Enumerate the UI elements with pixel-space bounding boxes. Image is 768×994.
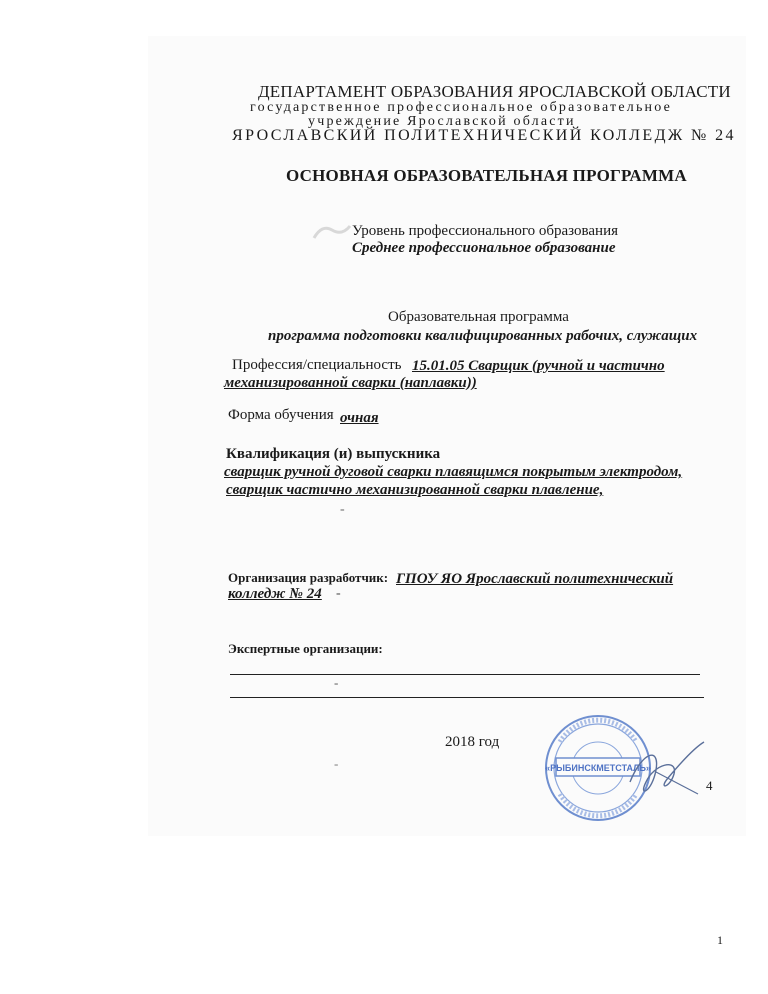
experts-blank-line-2 (230, 697, 704, 698)
program-value: программа подготовки квалифицированных рабочих, служащих (268, 328, 698, 344)
faint-smudge (312, 218, 352, 244)
profession-value-line1: 15.01.05 Сварщик (ручной и частично (412, 358, 665, 374)
document-year: 2018 год (445, 734, 500, 750)
dash-mark: - (340, 502, 345, 517)
dash-mark: - (334, 756, 339, 771)
developer-value-line2: колледж № 24 (228, 586, 322, 602)
dash-mark: - (336, 586, 341, 601)
document-title: ОСНОВНАЯ ОБРАЗОВАТЕЛЬНАЯ ПРОГРАММА (286, 166, 687, 185)
header-institution-type-1: государственное профессиональное образовательное (250, 100, 673, 115)
study-form-value: очная (340, 410, 379, 426)
page-number: 1 (717, 933, 723, 947)
qualification-label: Квалификация (и) выпускника (226, 446, 441, 462)
header-institution-type-2: учреждение Ярославской области (308, 114, 576, 129)
stamp-icon (545, 716, 651, 820)
stamp-text: «РЫБИНСКМЕТСТАЛЬ» (545, 763, 651, 773)
header-college-name: ЯРОСЛАВСКИЙ ПОЛИТЕХНИЧЕСКИЙ КОЛЛЕДЖ № 24 (232, 127, 736, 144)
experts-blank-line-1 (230, 674, 700, 675)
qualification-value-line2: сварщик частично механизированной сварки плавление, (226, 482, 604, 498)
experts-label: Экспертные организации: (228, 641, 383, 656)
developer-label: Организация разработчик: (228, 570, 389, 585)
developer-value-line1: ГПОУ ЯО Ярославский политехнический (396, 571, 674, 587)
level-label: Уровень профессионального образования (352, 223, 619, 239)
header-department: ДЕПАРТАМЕНТ ОБРАЗОВАНИЯ ЯРОСЛАВСКОЙ ОБЛАСТИ (258, 82, 731, 101)
qualification-value-line1: сварщик ручной дуговой сварки плавящимся покрытым электродом, (224, 464, 683, 480)
profession-label: Профессия/специальность (232, 357, 402, 373)
level-value: Среднее профессиональное образование (352, 240, 616, 256)
dash-mark: - (334, 675, 339, 690)
program-label: Образовательная программа (388, 309, 569, 325)
profession-value-line2: механизированной сварки (наплавки)) (224, 375, 477, 391)
stamp-and-signature (538, 712, 710, 824)
scan-page-number: 4 (706, 778, 713, 793)
study-form-label: Форма обучения (228, 407, 334, 423)
